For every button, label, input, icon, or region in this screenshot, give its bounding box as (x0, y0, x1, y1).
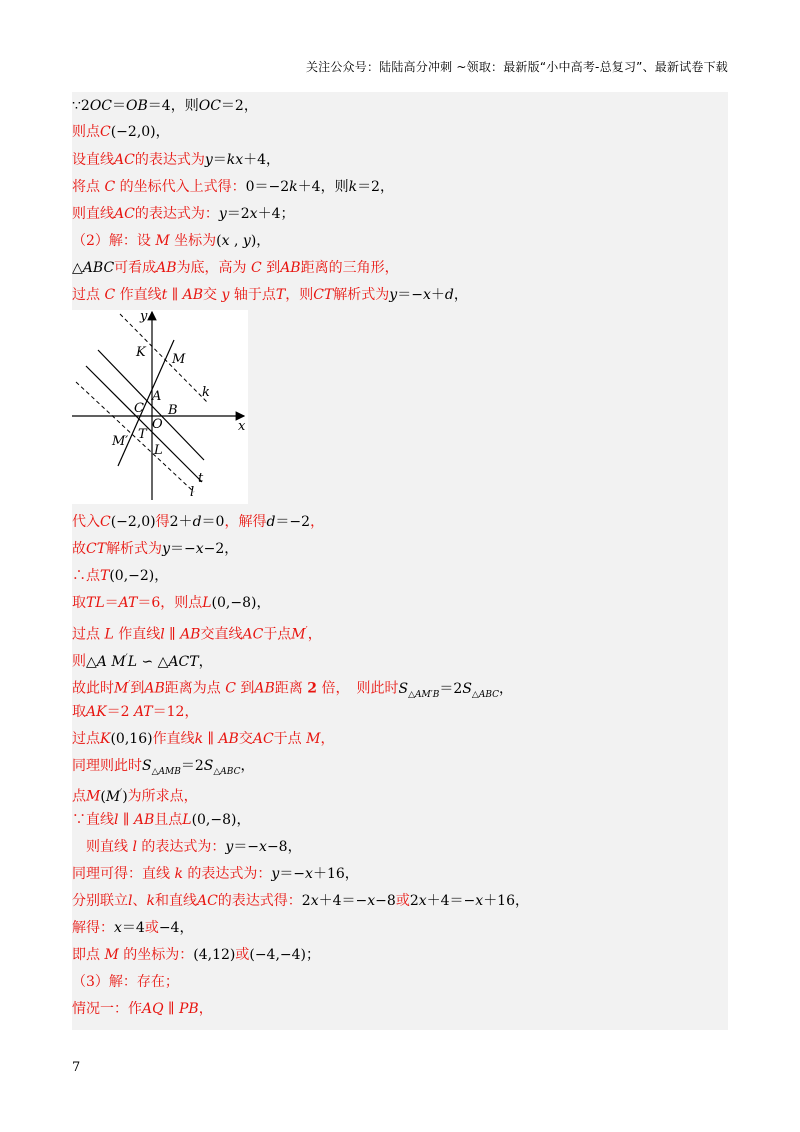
solution-line-21: 则直线 l 的表达式为：y＝−x−8， (72, 839, 302, 855)
line-t (86, 366, 202, 482)
solution-line-20: ∵直线l ∥ AB且点L(0,−8)， (72, 812, 251, 828)
label-y: y (140, 310, 148, 324)
solution-line-8: 过点 C 作直线t ∥ AB交 y 轴于点T，则CT解析式为y＝−x＋d， (72, 287, 468, 303)
label-t-line: t (198, 471, 204, 486)
coordinate-figure-svg (72, 310, 248, 504)
label-c: C (134, 401, 144, 416)
solution-line-12: 取TL＝AT＝6，则点L(0,−8)， (72, 595, 271, 611)
solution-line-16: 取AK＝2 AT＝12， (72, 704, 199, 720)
label-m-prime: M′ (112, 434, 129, 449)
solution-line-14: 则△A M′L ∽ △ACT， (72, 653, 213, 670)
solution-line-23: 分别联立l、k和直线AC的表达式得：2x＋4＝−x−8或2x＋4＝−x＋16， (72, 893, 530, 909)
solution-line-25: 即点 M 的坐标为：(4,12)或(−4,−4)； (72, 947, 321, 963)
solution-line-18: 同理则此时$S_{\triangle AMB}=2S_{\triangle ABC}$， (72, 758, 255, 777)
label-b: B (168, 403, 178, 418)
solution-line-10: 故CT解析式为y＝−x−2， (72, 541, 239, 557)
solution-line-3: 设直线AC的表达式为y＝kx＋4， (72, 152, 281, 168)
solution-line-19: 点M(M′)为所求点， (72, 788, 198, 805)
solution-line-17: 过点K(0,16)作直线k ∥ AB交AC于点 M， (72, 731, 335, 747)
solution-line-4: 将点 C 的坐标代入上式得：0＝−2k＋4，则k＝2， (72, 179, 394, 195)
solution-line-1: ∵2OC＝OB＝4，则OC＝2， (72, 98, 258, 114)
label-t-point: T (138, 427, 147, 442)
solution-line-15: 故此时M′到AB距离为点 C 到AB距离 2 倍， 则此时$S_{\triangle AM'B}=2S_{\triangle ABC}$， (72, 680, 513, 700)
solution-line-22: 同理可得：直线 k 的表达式为：y＝−x＋16， (72, 866, 359, 882)
solution-line-7: △ABC可看成AB为底，高为 C 到AB距离的三角形， (72, 260, 399, 276)
solution-line-11: ∴点T(0,−2)， (72, 568, 169, 584)
page-number: 7 (72, 1060, 81, 1075)
solution-line-24: 解得：x＝4或−4， (72, 920, 194, 936)
solution-line-13: 过点 L 作直线l ∥ AB交直线AC于点M′， (72, 626, 322, 643)
solution-line-2: 则点C(−2,0)， (72, 124, 170, 140)
page-header: 关注公众号：陆陆高分冲刺 ~领取：最新版“小中高考-总复习”、最新试卷下载 (305, 60, 728, 74)
label-a: A (152, 389, 162, 404)
label-x: x (238, 419, 246, 434)
label-m: M (172, 352, 186, 367)
solution-line-5: 则直线AC的表达式为：y＝2x＋4； (72, 206, 295, 222)
solution-line-9: 代入C(−2,0)得2＋d＝0，解得d＝−2， (72, 514, 325, 530)
solution-line-6: （2）解：设 M 坐标为(x , y)， (72, 233, 271, 249)
label-l-line: l (190, 485, 195, 500)
line-l (76, 382, 194, 492)
solution-line-27: 情况一：作AQ ∥ PB， (72, 1001, 213, 1017)
label-k-line: k (202, 385, 210, 400)
coordinate-figure (72, 310, 248, 504)
solution-content (72, 92, 728, 1030)
solution-line-26: （3）解：存在； (72, 974, 179, 990)
label-o: O (152, 417, 163, 432)
line-k (120, 314, 207, 402)
label-l-point: L (154, 443, 163, 458)
label-k-point: K (136, 345, 146, 360)
